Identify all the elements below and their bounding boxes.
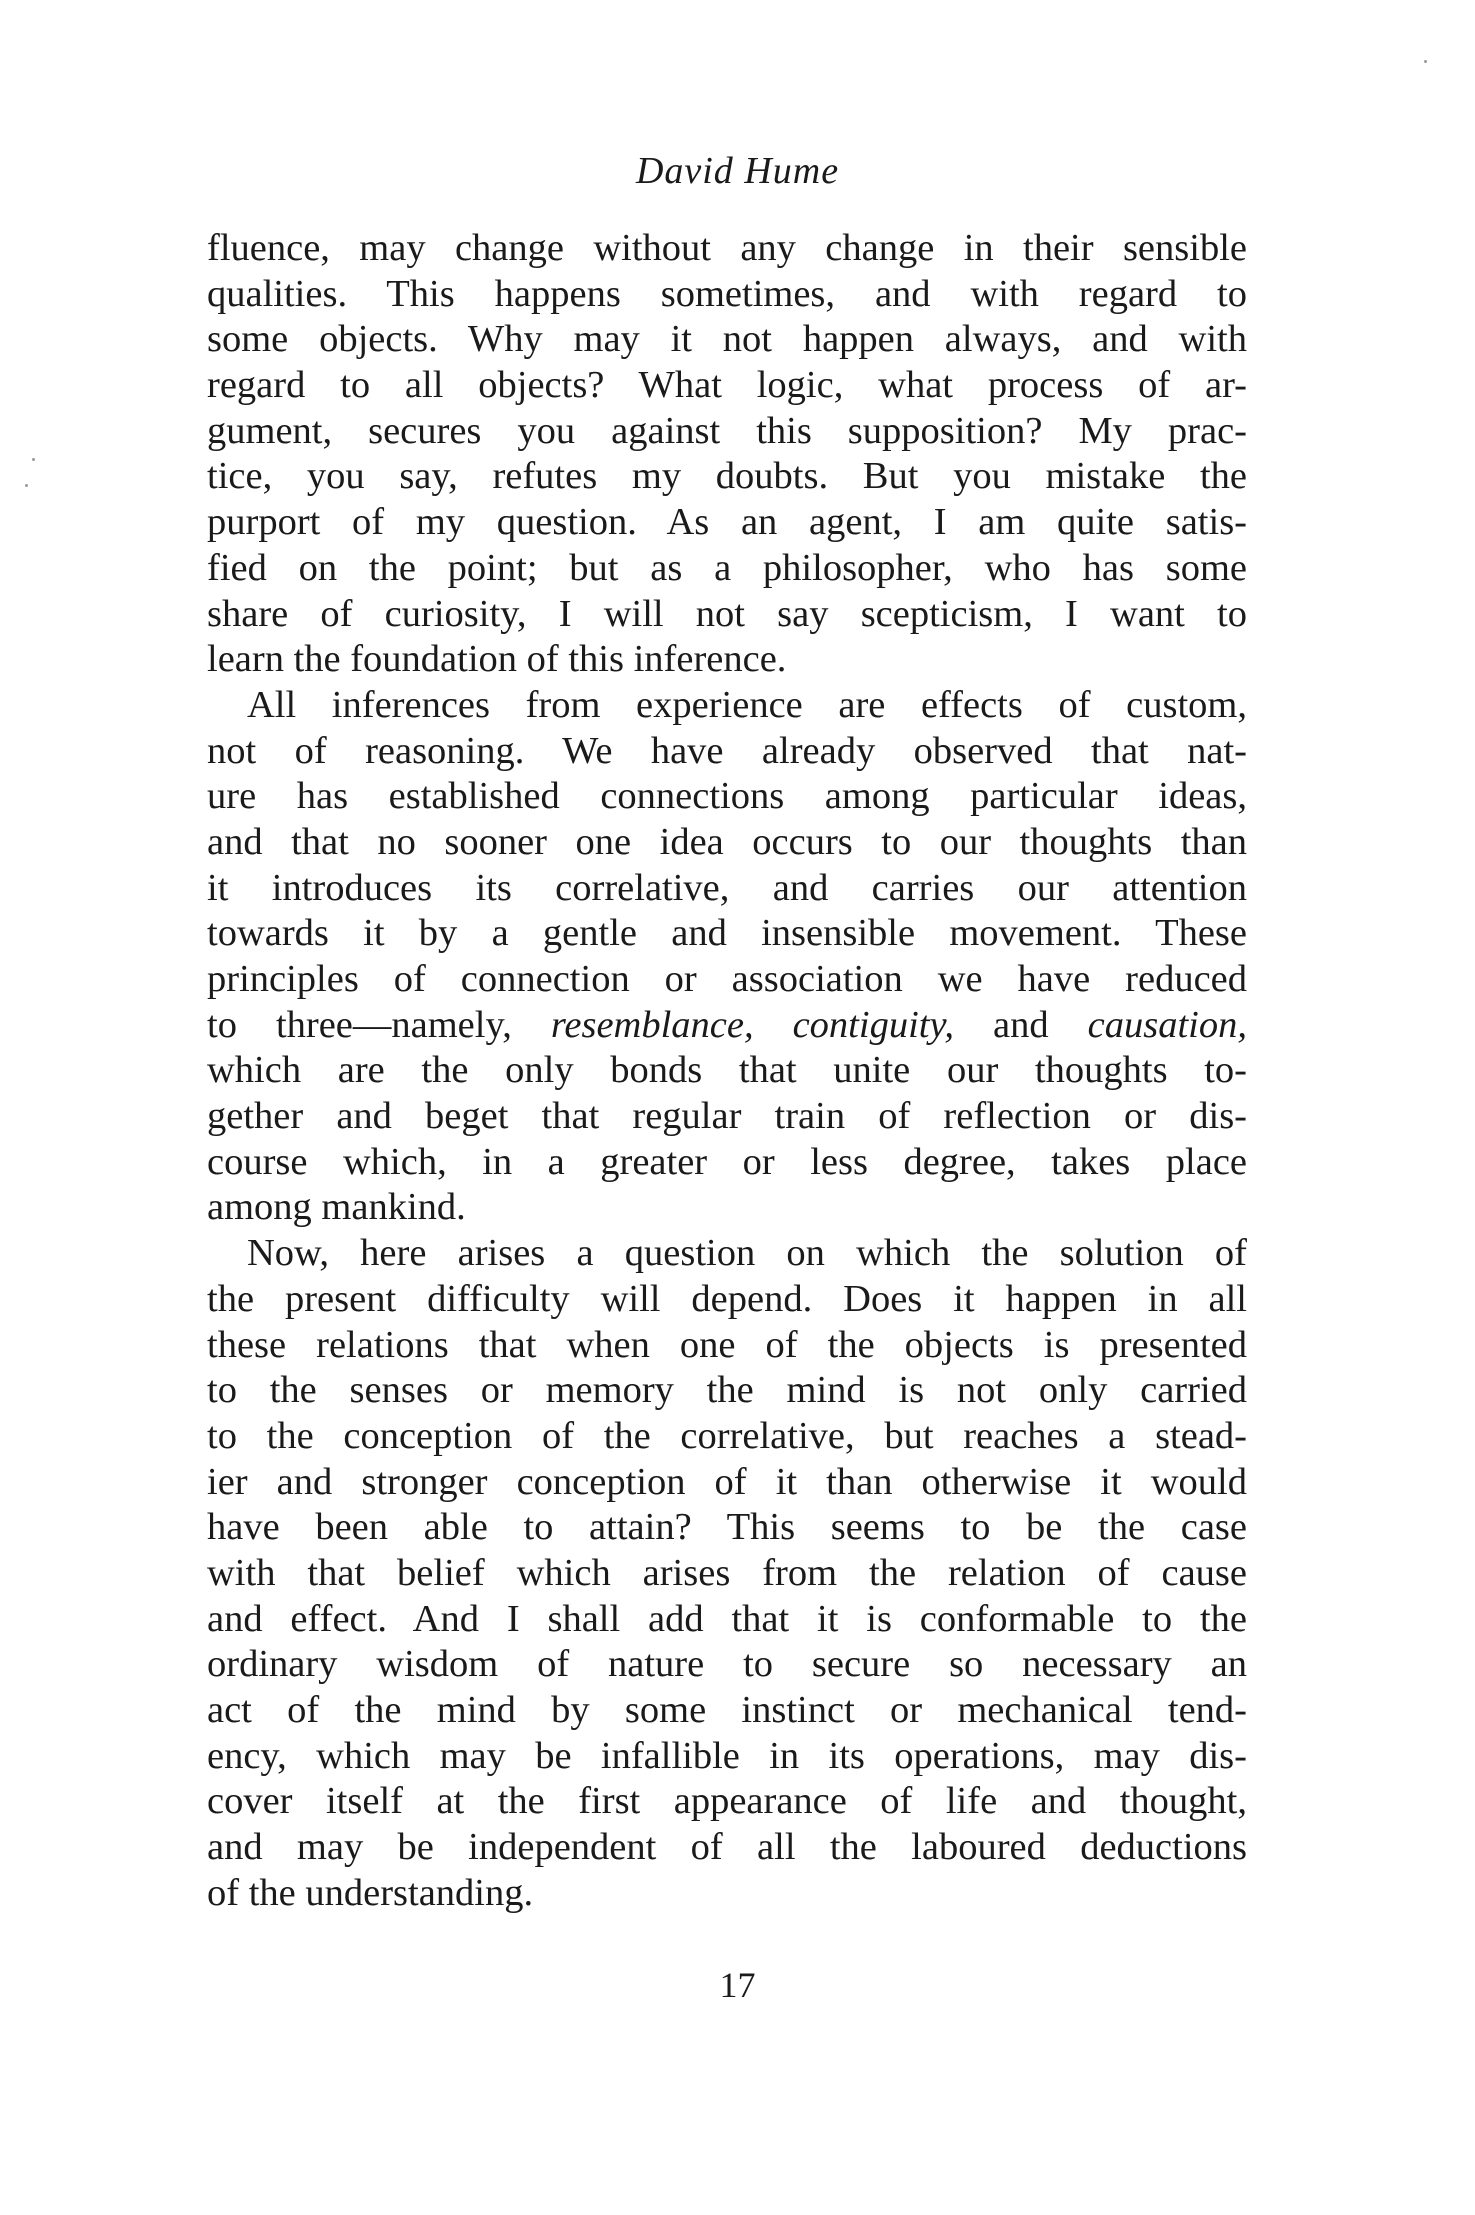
paragraph-2-line: principles of connection or association we have reduced [207,958,1247,1000]
paragraph-1-line: some objects. Why may it not happen always, and with [207,318,1247,361]
paragraph-1-line: gument, secures you against this supposition? My prac- [207,409,1247,452]
paper-speck [1424,60,1427,63]
paragraph-3-line: of the understanding. [207,1871,534,1914]
paragraph-1-line: purport of my question. As an agent, I am quite satis- [207,501,1247,544]
line-text: to three—namely, [207,1003,551,1046]
paragraph-2-line: which are the only bonds that unite our thoughts to- [207,1049,1247,1092]
paragraph-1-line: tice, you say, refutes my doubts. But you mistake the [207,455,1247,498]
paragraph-3-line: and effect. And I shall add that it is conformable to the [207,1597,1247,1640]
paragraph-1-line: learn the foundation of this inference. [207,638,787,681]
paragraph-3-line: the present difficulty will depend. Does it happen in all [207,1277,1247,1320]
paragraph-3-line: ier and stronger conception of it than otherwise it would [207,1460,1247,1503]
line-text: and [954,1003,1088,1046]
paper-speck [25,484,28,487]
paragraph-1-line: share of curiosity, I will not say scepticism, I want to [207,592,1247,635]
paragraph-3-line: have been able to attain? This seems to be the case [207,1506,1247,1549]
italic-terms: resemblance, contiguity, [550,1003,955,1046]
paragraph-2-line: towards it by a gentle and insensible movement. These [207,912,1247,955]
paragraph-2-line: not of reasoning. We have already observed that nat- [207,729,1247,772]
paragraph-3-line: ordinary wisdom of nature to secure so necessary an [207,1643,1247,1686]
paragraph-1-line: qualities. This happens sometimes, and with regard to [207,272,1247,315]
page-number: 17 [719,1965,756,2005]
paragraph-1-line: fluence, may change without any change in their sensible [207,227,1247,269]
paragraph-3-line: with that belief which arises from the relation of cause [207,1551,1247,1594]
paragraph-1-line: fied on the point; but as a philosopher, who has some [207,546,1247,589]
paragraph-2-line: it introduces its correlative, and carries our attention [207,866,1247,909]
italic-term: causation, [1087,1003,1247,1046]
paragraph-3-line: ency, which may be infallible in its operations, may dis- [207,1734,1247,1777]
paragraph-2-line: course which, in a greater or less degree, takes place [207,1140,1247,1183]
paragraph-1-line: regard to all objects? What logic, what process of ar- [207,364,1247,407]
paragraph-2-line: gether and beget that regular train of reflection or dis- [207,1095,1247,1138]
paragraph-3-line: to the senses or memory the mind is not only carried [207,1369,1247,1412]
paragraph-3-line: and may be independent of all the laboured deductions [207,1826,1247,1869]
paragraph-3-line: Now, here arises a question on which the solution of [247,1232,1247,1275]
paragraph-2-line-mixed [207,1003,1247,1049]
paragraph-3-line: these relations that when one of the objects is presented [207,1323,1247,1366]
paragraph-3-line: act of the mind by some instinct or mechanical tend- [207,1689,1247,1731]
body-text [207,226,1247,1916]
paragraph-2-line: and that no sooner one idea occurs to our thoughts than [207,820,1247,863]
running-head: David Hume [635,150,840,192]
paragraph-2-line: All inferences from experience are effects of custom, [247,683,1247,726]
paragraph-2-line: among mankind. [207,1186,466,1229]
paragraph-3-line: cover itself at the first appearance of life and thought, [207,1780,1247,1823]
paragraph-2-line: ure has established connections among particular ideas, [207,775,1247,818]
paper-speck [32,458,35,461]
paragraph-3-line: to the conception of the correlative, but reaches a stead- [207,1414,1247,1457]
